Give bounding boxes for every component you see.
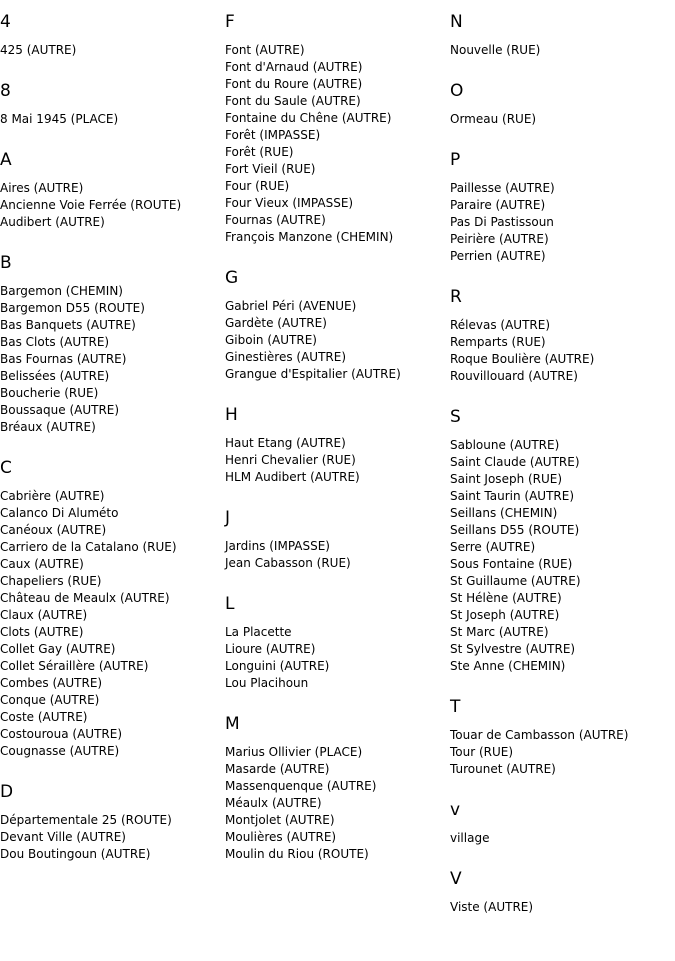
letter-section [450, 150, 665, 265]
list-item [225, 298, 440, 315]
list-item [0, 726, 215, 743]
street-link[interactable]: Méaulx (AUTRE) [225, 796, 322, 810]
list-item [450, 522, 665, 539]
street-link[interactable]: Paillesse (AUTRE) [450, 181, 555, 195]
list-item [0, 42, 215, 59]
list-item [225, 161, 440, 178]
letter-section [0, 782, 215, 863]
street-link[interactable]: Turounet (AUTRE) [450, 762, 556, 776]
section-heading: P [450, 150, 461, 170]
street-link[interactable]: Remparts (RUE) [450, 335, 546, 349]
list-item [0, 180, 215, 197]
list-item [450, 727, 665, 744]
street-link[interactable]: Peirière (AUTRE) [450, 232, 549, 246]
street-link[interactable]: 8 Mai 1945 (PLACE) [0, 112, 119, 126]
list-item [450, 624, 665, 641]
letter-section [450, 287, 665, 385]
list-item [0, 385, 215, 402]
section-heading: v [450, 800, 461, 820]
street-link[interactable]: 425 (AUTRE) [0, 43, 77, 57]
list-item [0, 402, 215, 419]
street-link[interactable]: Fournas (AUTRE) [225, 213, 326, 227]
street-link[interactable]: Carriero de la Catalano (RUE) [0, 540, 177, 554]
list-item [225, 469, 440, 486]
list-item [450, 761, 665, 778]
list-item [0, 846, 215, 863]
list-item [225, 538, 440, 555]
list-item [225, 658, 440, 675]
street-list [450, 437, 665, 675]
street-link[interactable]: St Marc (AUTRE) [450, 625, 549, 639]
street-link[interactable]: Font (AUTRE) [225, 43, 305, 57]
street-link[interactable]: Seillans D55 (ROUTE) [450, 523, 580, 537]
list-item [450, 317, 665, 334]
list-item [225, 846, 440, 863]
list-item [225, 144, 440, 161]
list-item [225, 452, 440, 469]
street-list [0, 812, 215, 863]
section-heading: T [450, 697, 461, 717]
street-link[interactable]: Bas Clots (AUTRE) [0, 335, 110, 349]
list-item [0, 300, 215, 317]
list-item [0, 522, 215, 539]
section-heading: S [450, 407, 461, 427]
letter-section [225, 594, 440, 692]
street-link[interactable]: Collet Gay (AUTRE) [0, 642, 116, 656]
street-link[interactable]: Boucherie (RUE) [0, 386, 99, 400]
section-heading: R [450, 287, 462, 307]
letter-section [0, 150, 215, 231]
letter-section [225, 268, 440, 383]
street-link[interactable]: Sous Fontaine (RUE) [450, 557, 573, 571]
list-item [0, 709, 215, 726]
list-item [0, 317, 215, 334]
street-link[interactable]: village [450, 831, 490, 845]
street-link[interactable]: Rouvillouard (AUTRE) [450, 369, 578, 383]
street-link[interactable]: Devant Ville (AUTRE) [0, 830, 126, 844]
list-item [0, 334, 215, 351]
list-item [0, 419, 215, 436]
street-link[interactable]: Lioure (AUTRE) [225, 642, 316, 656]
street-link[interactable]: Paraire (AUTRE) [450, 198, 546, 212]
section-heading: H [225, 405, 238, 425]
list-item [225, 641, 440, 658]
street-link[interactable]: Viste (AUTRE) [450, 900, 534, 914]
section-heading: D [0, 782, 14, 802]
street-link[interactable]: Ginestières (AUTRE) [225, 350, 347, 364]
list-item [450, 214, 665, 231]
letter-section [0, 12, 215, 59]
list-item [225, 366, 440, 383]
list-item [450, 334, 665, 351]
letter-section [0, 458, 215, 760]
street-link[interactable]: Ancienne Voie Ferrée (ROUTE) [0, 198, 182, 212]
street-list [450, 830, 665, 847]
list-item [0, 351, 215, 368]
street-link[interactable]: Touar de Cambasson (AUTRE) [450, 728, 629, 742]
street-link[interactable]: Bargemon D55 (ROUTE) [0, 301, 145, 315]
street-list [225, 624, 440, 692]
section-heading: V [450, 869, 462, 889]
street-link[interactable]: Saint Joseph (RUE) [450, 472, 563, 486]
street-link[interactable]: St Guillaume (AUTRE) [450, 574, 581, 588]
list-item [225, 332, 440, 349]
street-list [450, 111, 665, 128]
street-link[interactable]: Font du Roure (AUTRE) [225, 77, 363, 91]
street-link[interactable]: Calanco Di Aluméto [0, 506, 119, 520]
street-link[interactable]: Four (RUE) [225, 179, 290, 193]
list-item [0, 692, 215, 709]
letter-section [225, 714, 440, 863]
list-item [450, 641, 665, 658]
street-link[interactable]: Font d'Arnaud (AUTRE) [225, 60, 363, 74]
street-link[interactable]: Cabrière (AUTRE) [0, 489, 105, 503]
list-item [450, 744, 665, 761]
list-item [450, 180, 665, 197]
street-list [225, 538, 440, 572]
section-heading: O [450, 81, 464, 101]
street-link[interactable]: Forêt (IMPASSE) [225, 128, 321, 142]
list-item [225, 761, 440, 778]
list-item [225, 675, 440, 692]
list-item [225, 795, 440, 812]
list-item [450, 454, 665, 471]
list-item [225, 76, 440, 93]
list-item [0, 590, 215, 607]
list-item [450, 437, 665, 454]
list-item [0, 368, 215, 385]
street-index-column-1 [0, 12, 215, 885]
list-item [225, 127, 440, 144]
street-link[interactable]: Marius Ollivier (PLACE) [225, 745, 363, 759]
street-link[interactable]: François Manzone (CHEMIN) [225, 230, 394, 244]
street-link[interactable]: Longuini (AUTRE) [225, 659, 330, 673]
list-item [450, 505, 665, 522]
street-link[interactable]: Bas Banquets (AUTRE) [0, 318, 136, 332]
street-link[interactable]: Départementale 25 (ROUTE) [0, 813, 172, 827]
street-link[interactable]: Saint Taurin (AUTRE) [450, 489, 575, 503]
street-link[interactable]: Ormeau (RUE) [450, 112, 537, 126]
list-item [225, 178, 440, 195]
list-item [225, 624, 440, 641]
letter-section [225, 508, 440, 572]
street-list [0, 111, 215, 128]
list-item [0, 829, 215, 846]
section-heading: N [450, 12, 463, 32]
street-link[interactable]: St Sylvestre (AUTRE) [450, 642, 576, 656]
list-item [0, 488, 215, 505]
letter-section [450, 407, 665, 675]
section-heading: M [225, 714, 240, 734]
list-item [0, 214, 215, 231]
street-list [450, 317, 665, 385]
street-link[interactable]: Costouroua (AUTRE) [0, 727, 123, 741]
list-item [0, 658, 215, 675]
list-item [225, 778, 440, 795]
street-link[interactable]: Fontaine du Chêne (AUTRE) [225, 111, 392, 125]
street-link[interactable]: Moulières (AUTRE) [225, 830, 337, 844]
list-item [225, 195, 440, 212]
street-list [0, 42, 215, 59]
list-item [450, 248, 665, 265]
list-item [225, 93, 440, 110]
letter-section [225, 405, 440, 486]
street-link[interactable]: Audibert (AUTRE) [0, 215, 105, 229]
list-item [450, 899, 665, 916]
letter-section [450, 81, 665, 128]
section-heading: 4 [0, 12, 11, 32]
list-item [450, 607, 665, 624]
street-link[interactable]: Caux (AUTRE) [0, 557, 84, 571]
section-heading: F [225, 12, 235, 32]
street-link[interactable]: Claux (AUTRE) [0, 608, 88, 622]
street-link[interactable]: Canéoux (AUTRE) [0, 523, 107, 537]
list-item [225, 555, 440, 572]
letter-section [450, 12, 665, 59]
section-heading: A [0, 150, 12, 170]
street-link[interactable]: Montjolet (AUTRE) [225, 813, 335, 827]
list-item [450, 42, 665, 59]
street-link[interactable]: Giboin (AUTRE) [225, 333, 317, 347]
letter-section [225, 12, 440, 246]
list-item [450, 488, 665, 505]
list-item [0, 812, 215, 829]
street-link[interactable]: Bas Fournas (AUTRE) [0, 352, 127, 366]
street-link[interactable]: La Placette [225, 625, 292, 639]
street-link[interactable]: Conque (AUTRE) [0, 693, 100, 707]
list-item [450, 368, 665, 385]
list-item [450, 111, 665, 128]
street-link[interactable]: Jardins (IMPASSE) [225, 539, 330, 553]
list-item [450, 471, 665, 488]
street-link[interactable]: Forêt (RUE) [225, 145, 294, 159]
street-link[interactable]: Nouvelle (RUE) [450, 43, 541, 57]
street-link[interactable]: Masarde (AUTRE) [225, 762, 330, 776]
letter-section [450, 697, 665, 778]
list-item [225, 829, 440, 846]
list-item [225, 212, 440, 229]
street-link[interactable]: Seillans (CHEMIN) [450, 506, 558, 520]
street-list [450, 180, 665, 265]
street-link[interactable]: St Joseph (AUTRE) [450, 608, 560, 622]
street-link[interactable]: Saint Claude (AUTRE) [450, 455, 580, 469]
street-list [450, 727, 665, 778]
list-item [450, 197, 665, 214]
street-link[interactable]: Bréaux (AUTRE) [0, 420, 96, 434]
list-item [0, 556, 215, 573]
list-item [225, 59, 440, 76]
list-item [0, 197, 215, 214]
street-link[interactable]: Pas Di Pastissoun [450, 215, 554, 229]
list-item [450, 231, 665, 248]
list-item [450, 573, 665, 590]
list-item [450, 539, 665, 556]
street-list [225, 435, 440, 486]
list-item [0, 505, 215, 522]
street-link[interactable]: Serre (AUTRE) [450, 540, 536, 554]
street-link[interactable]: St Hélène (AUTRE) [450, 591, 562, 605]
street-link[interactable]: Boussaque (AUTRE) [0, 403, 120, 417]
street-link[interactable]: Cougnasse (AUTRE) [0, 744, 120, 758]
list-item [450, 590, 665, 607]
street-link[interactable]: Dou Boutingoun (AUTRE) [0, 847, 151, 861]
street-list [225, 42, 440, 246]
street-list [0, 180, 215, 231]
list-item [450, 556, 665, 573]
list-item [450, 658, 665, 675]
list-item [0, 283, 215, 300]
street-list [225, 298, 440, 383]
letter-section [0, 81, 215, 128]
street-list [0, 283, 215, 436]
street-link[interactable]: Sabloune (AUTRE) [450, 438, 560, 452]
list-item [225, 812, 440, 829]
list-item [0, 743, 215, 760]
street-link[interactable]: Henri Chevalier (RUE) [225, 453, 356, 467]
street-link[interactable]: Roque Boulière (AUTRE) [450, 352, 595, 366]
street-index-column-2 [225, 12, 440, 885]
street-link[interactable]: HLM Audibert (AUTRE) [225, 470, 360, 484]
street-list [0, 488, 215, 760]
street-link[interactable]: Grangue d'Espitalier (AUTRE) [225, 367, 401, 381]
letter-section [0, 253, 215, 436]
list-item [225, 229, 440, 246]
street-link[interactable]: Chapeliers (RUE) [0, 574, 102, 588]
letter-section [450, 869, 665, 916]
street-link[interactable]: Belissées (AUTRE) [0, 369, 110, 383]
section-heading: 8 [0, 81, 11, 101]
section-heading: C [0, 458, 12, 478]
street-link[interactable]: Collet Séraillère (AUTRE) [0, 659, 149, 673]
street-link[interactable]: Gabriel Péri (AVENUE) [225, 299, 357, 313]
street-link[interactable]: Coste (AUTRE) [0, 710, 88, 724]
section-heading: B [0, 253, 12, 273]
street-link[interactable]: Lou Placihoun [225, 676, 309, 690]
list-item [450, 830, 665, 847]
letter-section [450, 800, 665, 847]
street-link[interactable]: Perrien (AUTRE) [450, 249, 546, 263]
street-link[interactable]: Haut Etang (AUTRE) [225, 436, 346, 450]
section-heading: L [225, 594, 235, 614]
street-link[interactable]: Fort Vieil (RUE) [225, 162, 316, 176]
section-heading: G [225, 268, 239, 288]
list-item [0, 539, 215, 556]
street-link[interactable]: Aires (AUTRE) [0, 181, 84, 195]
street-list [450, 42, 665, 59]
list-item [0, 607, 215, 624]
street-link[interactable]: Château de Meaulx (AUTRE) [0, 591, 170, 605]
street-link[interactable]: Combes (AUTRE) [0, 676, 103, 690]
street-link[interactable]: Tour (RUE) [450, 745, 514, 759]
street-index-column-3 [450, 12, 665, 938]
street-list [450, 899, 665, 916]
street-link[interactable]: Clots (AUTRE) [0, 625, 84, 639]
list-item [225, 349, 440, 366]
street-link[interactable]: Bargemon (CHEMIN) [0, 284, 123, 298]
list-item [450, 351, 665, 368]
section-heading: J [225, 508, 231, 528]
list-item [225, 435, 440, 452]
street-link[interactable]: Jean Cabasson (RUE) [225, 556, 351, 570]
list-item [225, 110, 440, 127]
street-link[interactable]: Massenquenque (AUTRE) [225, 779, 377, 793]
list-item [225, 744, 440, 761]
list-item [225, 315, 440, 332]
street-list [225, 744, 440, 863]
street-link[interactable]: Four Vieux (IMPASSE) [225, 196, 354, 210]
list-item [0, 111, 215, 128]
street-link[interactable]: Moulin du Riou (ROUTE) [225, 847, 369, 861]
street-link[interactable]: Font du Saule (AUTRE) [225, 94, 361, 108]
list-item [0, 675, 215, 692]
street-link[interactable]: Rélevas (AUTRE) [450, 318, 551, 332]
list-item [0, 641, 215, 658]
list-item [225, 42, 440, 59]
street-link[interactable]: Gardète (AUTRE) [225, 316, 327, 330]
list-item [0, 573, 215, 590]
street-link[interactable]: Ste Anne (CHEMIN) [450, 659, 566, 673]
list-item [0, 624, 215, 641]
